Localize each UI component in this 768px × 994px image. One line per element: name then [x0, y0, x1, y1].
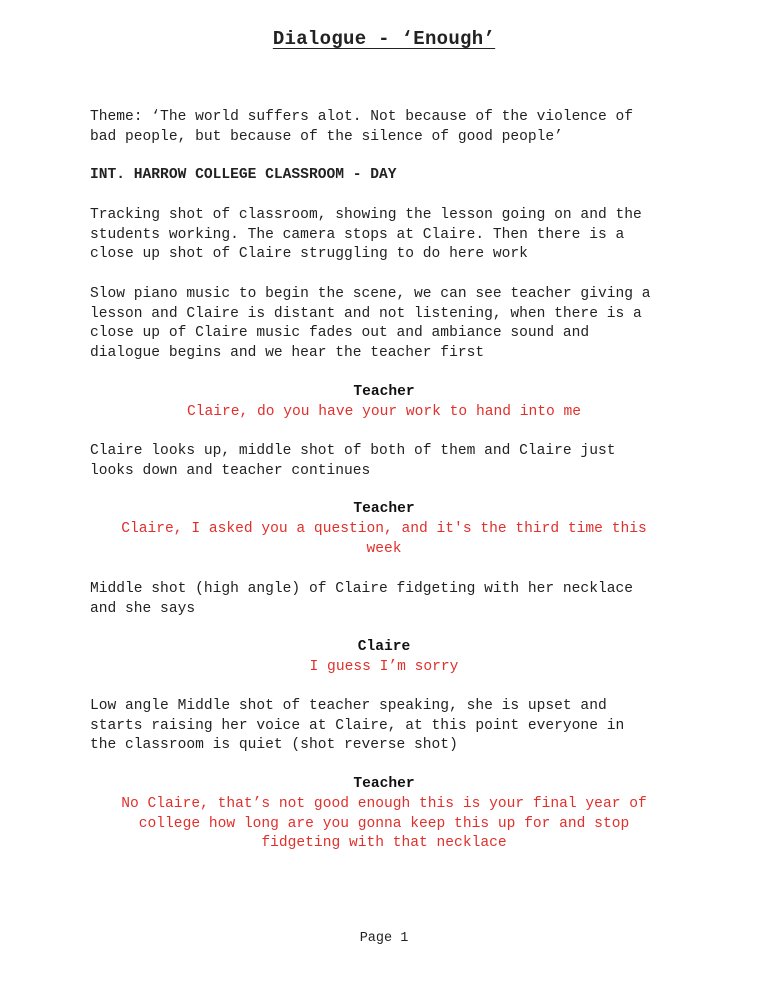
theme-text: Theme: ‘The world suffers alot. Not because of the violence of bad people, but because of the silence of good people’ — [90, 109, 633, 145]
document-title-text: Dialogue - ‘Enough’ — [272, 28, 496, 50]
dialogue-line: I guess I’m sorry — [309, 659, 459, 675]
dialogue-line: Claire, I asked you a question, and it's the third time this week — [121, 521, 647, 557]
page-number: Page 1 — [359, 931, 409, 946]
character-name: Teacher — [353, 501, 415, 517]
dialogue-line: Claire, do you have your work to hand into me — [186, 404, 582, 420]
character-name: Teacher — [353, 776, 415, 792]
action-paragraph: Low angle Middle shot of teacher speaking, she is upset and starts raising her voice at Claire, at this point everyone in the classroom is quiet (shot reverse shot) — [90, 698, 625, 754]
scene-heading: INT. HARROW COLLEGE CLASSROOM - DAY — [90, 167, 397, 183]
character-name: Claire — [357, 639, 411, 655]
character-name: Teacher — [353, 384, 415, 400]
action-paragraph: Claire looks up, middle shot of both of them and Claire just looks down and teacher continues — [90, 443, 616, 479]
action-paragraph: Middle shot (high angle) of Claire fidgeting with her necklace and she says — [90, 581, 633, 617]
action-paragraph: Slow piano music to begin the scene, we can see teacher giving a lesson and Claire is distant and not listening, when there is a close up of Claire music fades out and ambiance sound and dialogue begins and we hear the teacher first — [90, 286, 651, 361]
action-paragraph: Tracking shot of classroom, showing the lesson going on and the students working. The camera stops at Claire. Then there is a close up shot of Claire struggling to do here work — [90, 207, 642, 263]
dialogue-line: No Claire, that’s not good enough this is your final year of college how long are you gonna keep this up for and stop fidgeting with that necklace — [121, 796, 647, 852]
document-title — [0, 28, 768, 50]
